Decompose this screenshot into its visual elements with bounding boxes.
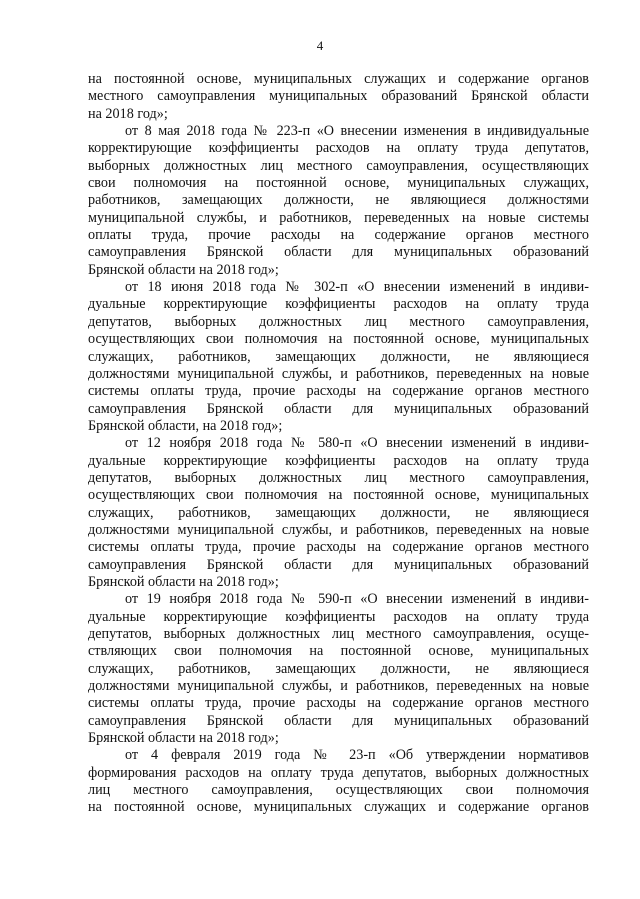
- text-line: системы оплаты труда, прочие расходы на содержание органов местного: [88, 695, 589, 712]
- text-line: лиц местного самоуправления, осуществляющих свои полномочия: [88, 782, 589, 799]
- text-line: от 19 ноября 2018 года № 590-п «О внесении изменений в индиви-: [125, 591, 589, 608]
- text-line: служащих, работников, замещающих должности, не являющиеся: [88, 348, 589, 365]
- text-line: самоуправления Брянской области для муниципальных образований: [88, 400, 589, 417]
- text-line: Брянской области, на 2018 год»;: [88, 417, 283, 434]
- text-line: корректирующие коэффициенты расходов на оплату труда депутатов,: [88, 140, 589, 157]
- text-line: муниципальной службы, и работников, переведенных на новые системы: [88, 209, 589, 226]
- text-line: осуществляющих свои полномочия на постоянной основе, муниципальных: [88, 331, 589, 348]
- text-line: дуальные корректирующие коэффициенты расходов на оплату труда: [88, 608, 589, 625]
- text-line: дуальные корректирующие коэффициенты расходов на оплату труда: [88, 296, 589, 313]
- text-line: должностями муниципальной службы, и работников, переведенных на новые: [88, 365, 589, 382]
- text-line: работников, замещающих должности, не являющиеся должностями: [88, 192, 589, 209]
- text-line: Брянской области на 2018 год»;: [88, 730, 279, 747]
- text-line: депутатов, выборных должностных лиц местного самоуправления,: [88, 469, 589, 486]
- text-line: формирования расходов на оплату труда депутатов, выборных должностных: [88, 764, 589, 781]
- text-line: на постоянной основе, муниципальных служащих и содержание органов: [88, 71, 589, 87]
- text-line: служащих, работников, замещающих должности, не являющиеся: [88, 660, 589, 677]
- text-line: должностями муниципальной службы, и работников, переведенных на новые: [88, 678, 589, 695]
- text-line: самоуправления Брянской области для муниципальных образований: [88, 712, 589, 729]
- text-line: системы оплаты труда, прочие расходы на содержание органов местного: [88, 383, 589, 400]
- text-line: ствляющих свои полномочия на постоянной основе, муниципальных: [88, 643, 589, 660]
- text-line: должностями муниципальной службы, и работников, переведенных на новые: [88, 521, 589, 538]
- text-line: выборных должностных лиц местного самоуправления, осуществляющих: [88, 157, 589, 174]
- text-line: на 2018 год»;: [88, 105, 168, 122]
- text-line: Брянской области на 2018 год»;: [88, 261, 279, 278]
- document-body: [88, 71, 589, 817]
- text-line: от 4 февраля 2019 года № 23-п «Об утверждении нормативов: [125, 747, 589, 764]
- text-line: осуществляющих свои полномочия на постоянной основе, муниципальных: [88, 487, 589, 504]
- text-line: свои полномочия на постоянной основе, муниципальных служащих,: [88, 175, 589, 192]
- text-line: служащих, работников, замещающих должности, не являющиеся: [88, 504, 589, 521]
- text-line: самоуправления Брянской области для муниципальных образований: [88, 556, 589, 573]
- text-line: местного самоуправления муниципальных образований Брянской области: [88, 88, 589, 105]
- text-line: на постоянной основе, муниципальных служащих и содержание органов: [88, 799, 589, 816]
- page-number: 4: [316, 38, 324, 53]
- text-line: дуальные корректирующие коэффициенты расходов на оплату труда: [88, 452, 589, 469]
- text-line: от 18 июня 2018 года № 302-п «О внесении изменений в индиви-: [125, 279, 589, 296]
- text-line: депутатов, выборных должностных лиц местного самоуправления, осуще-: [88, 626, 589, 642]
- text-line: депутатов, выборных должностных лиц местного самоуправления,: [88, 313, 589, 330]
- text-line: от 12 ноября 2018 года № 580-п «О внесении изменений в индиви-: [125, 435, 589, 452]
- text-line: оплаты труда, прочие расходы на содержание органов местного: [88, 227, 589, 244]
- text-line: самоуправления Брянской области для муниципальных образований: [88, 244, 589, 261]
- text-line: от 8 мая 2018 года № 223-п «О внесении изменения в индивидуальные: [125, 123, 589, 140]
- text-line: Брянской области на 2018 год»;: [88, 573, 279, 590]
- text-line: системы оплаты труда, прочие расходы на содержание органов местного: [88, 539, 589, 556]
